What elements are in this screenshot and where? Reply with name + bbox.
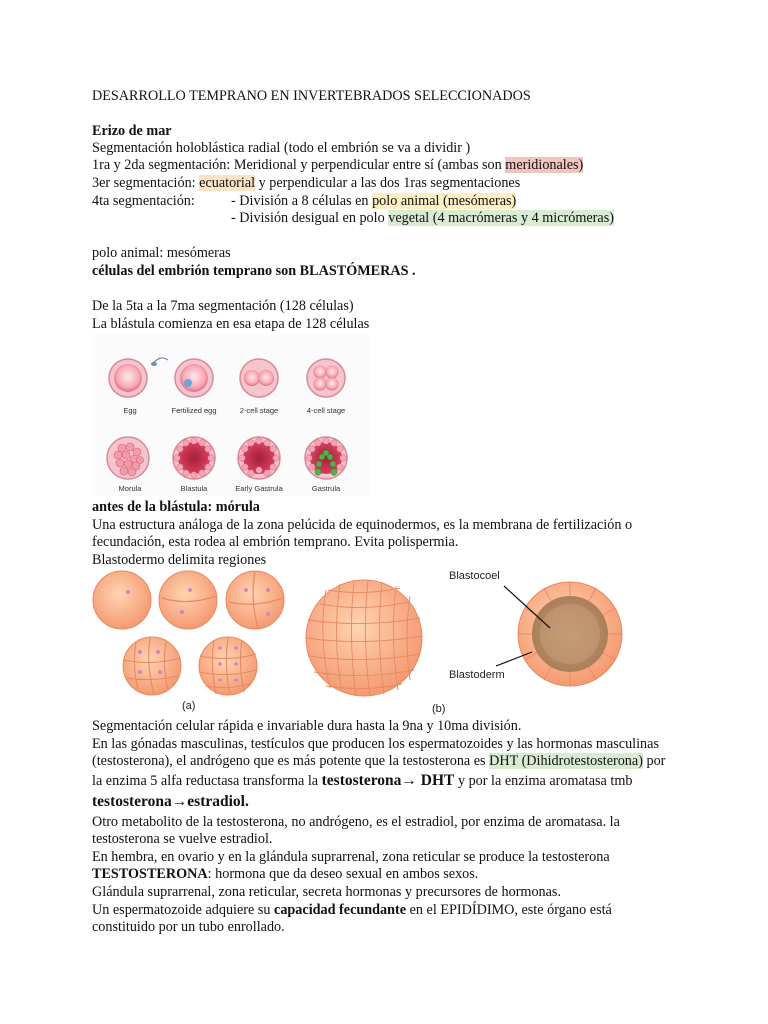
single-cell-illustration [93, 571, 151, 629]
text-line: La blástula comienza en esa etapa de 128 células [92, 316, 370, 332]
text-line: constituido por un tubo enrollado. [92, 919, 285, 935]
stage-label: Gastrula [311, 484, 341, 493]
blastocoel-label: Blastocoel [449, 570, 500, 582]
figure-label-a: (a) [182, 700, 196, 712]
text-line: TESTOSTERONA: hormona que da deseo sexual en ambos sexos. [92, 866, 479, 882]
text-line: polo animal: mesómeras [92, 245, 231, 261]
text-line: Un espermatozoide adquiere su capacidad fecundante en el EPIDÍDIMO, este órgano está [92, 902, 612, 918]
text-line: 3er segmentación: ecuatorial y perpendicular a las dos 1ras segmentaciones [92, 175, 521, 191]
blastula-figure [92, 568, 637, 718]
text-line: la enzima 5 alfa reductasa transforma la testosterona→ DHT y por la enzima aromatasa tmb [92, 772, 633, 789]
text-line: En hembra, en ovario y en la glándula suprarrenal, zona reticular se produce la testosterona [92, 849, 610, 865]
two-cell-illustration [159, 571, 217, 629]
highlight-meridionales: meridionales) [505, 157, 584, 173]
text-line: Segmentación celular rápida e invariable dura hasta la 9na y 10ma división. [92, 718, 522, 734]
fertilized-egg-illustration [151, 358, 213, 397]
stage-label: 2-cell stage [239, 406, 279, 415]
eight-cell-illustration [123, 637, 181, 695]
egg-illustration [109, 359, 147, 397]
blastula-section-illustration [518, 582, 622, 686]
stage-label: Egg [123, 406, 137, 415]
text-line: En las gónadas masculinas, testículos que producen los espermatozoides y las hormonas masculinas [92, 736, 659, 752]
early-gastrula-illustration [238, 437, 280, 479]
section-heading-erizo: Erizo de mar [92, 123, 172, 139]
section-heading-morula: antes de la blástula: mórula [92, 499, 260, 515]
text-line: De la 5ta a la 7ma segmentación (128 células) [92, 298, 354, 314]
text-line-bold: testosterona→estradiol. [92, 793, 249, 810]
text-line: Blastodermo delimita regiones [92, 552, 267, 568]
text-line: - División desigual en polo vegetal (4 macrómeras y 4 micrómeras) [231, 210, 614, 226]
four-cell-illustration [226, 571, 284, 629]
sixteen-cell-illustration [199, 637, 257, 695]
blastoderm-label: Blastoderm [449, 669, 505, 681]
text-line: Una estructura análoga de la zona pelúcida de equinodermos, es la membrana de fertilización o [92, 517, 633, 533]
text-line: testosterona se vuelve estradiol. [92, 831, 273, 847]
embryo-stages-illustration [92, 334, 370, 496]
text-line: Glándula suprarrenal, zona reticular, secreta hormonas y precursores de hormonas. [92, 884, 562, 900]
highlight-polo-animal: polo animal (mesómeras) [372, 193, 517, 209]
page-title: DESARROLLO TEMPRANO EN INVERTEBRADOS SELECCIONADOS [92, 88, 531, 104]
text-line: Segmentación holoblástica radial (todo el embrión se va a dividir ) [92, 140, 471, 156]
highlight-vegetal: vegetal (4 macrómeras y 4 micrómeras) [388, 210, 614, 226]
stage-label: Fertilized egg [171, 406, 217, 415]
stage-label: Morula [118, 484, 142, 493]
embryo-stages-figure [92, 334, 370, 496]
stage-label: Blastula [180, 484, 208, 493]
two-cell-stage-illustration [240, 359, 278, 397]
cleavage-illustration [92, 568, 637, 718]
text-line: - División a 8 células en polo animal (mesómeras) [231, 193, 517, 209]
stage-label: 4-cell stage [306, 406, 346, 415]
highlight-dht: DHT (Dihidrotestosterona) [489, 753, 643, 769]
text-line: Otro metabolito de la testosterona, no andrógeno, es el estradiol, por enzima de aromatasa. la [92, 814, 620, 830]
text-line: 1ra y 2da segmentación: Meridional y perpendicular entre sí (ambas son meridionales) [92, 157, 584, 173]
text-line: (testosterona), el andrógeno que es más potente que la testosterona es DHT (Dihidrotestosterona) por [92, 753, 666, 769]
highlight-ecuatorial: ecuatorial [199, 175, 256, 191]
blastula-illustration [173, 437, 215, 479]
text-line-bold: células del embrión temprano son BLASTÓMERAS . [92, 263, 416, 279]
morula-sphere-illustration [306, 580, 422, 696]
four-cell-stage-illustration [307, 359, 345, 397]
morula-illustration [107, 437, 149, 479]
text-line: 4ta segmentación: [92, 193, 195, 209]
figure-label-b: (b) [432, 703, 446, 715]
text-line: fecundación, esta rodea al embrión temprano. Evita polispermia. [92, 534, 459, 550]
stage-label: Early Gastrula [235, 484, 283, 493]
gastrula-illustration [305, 437, 347, 479]
